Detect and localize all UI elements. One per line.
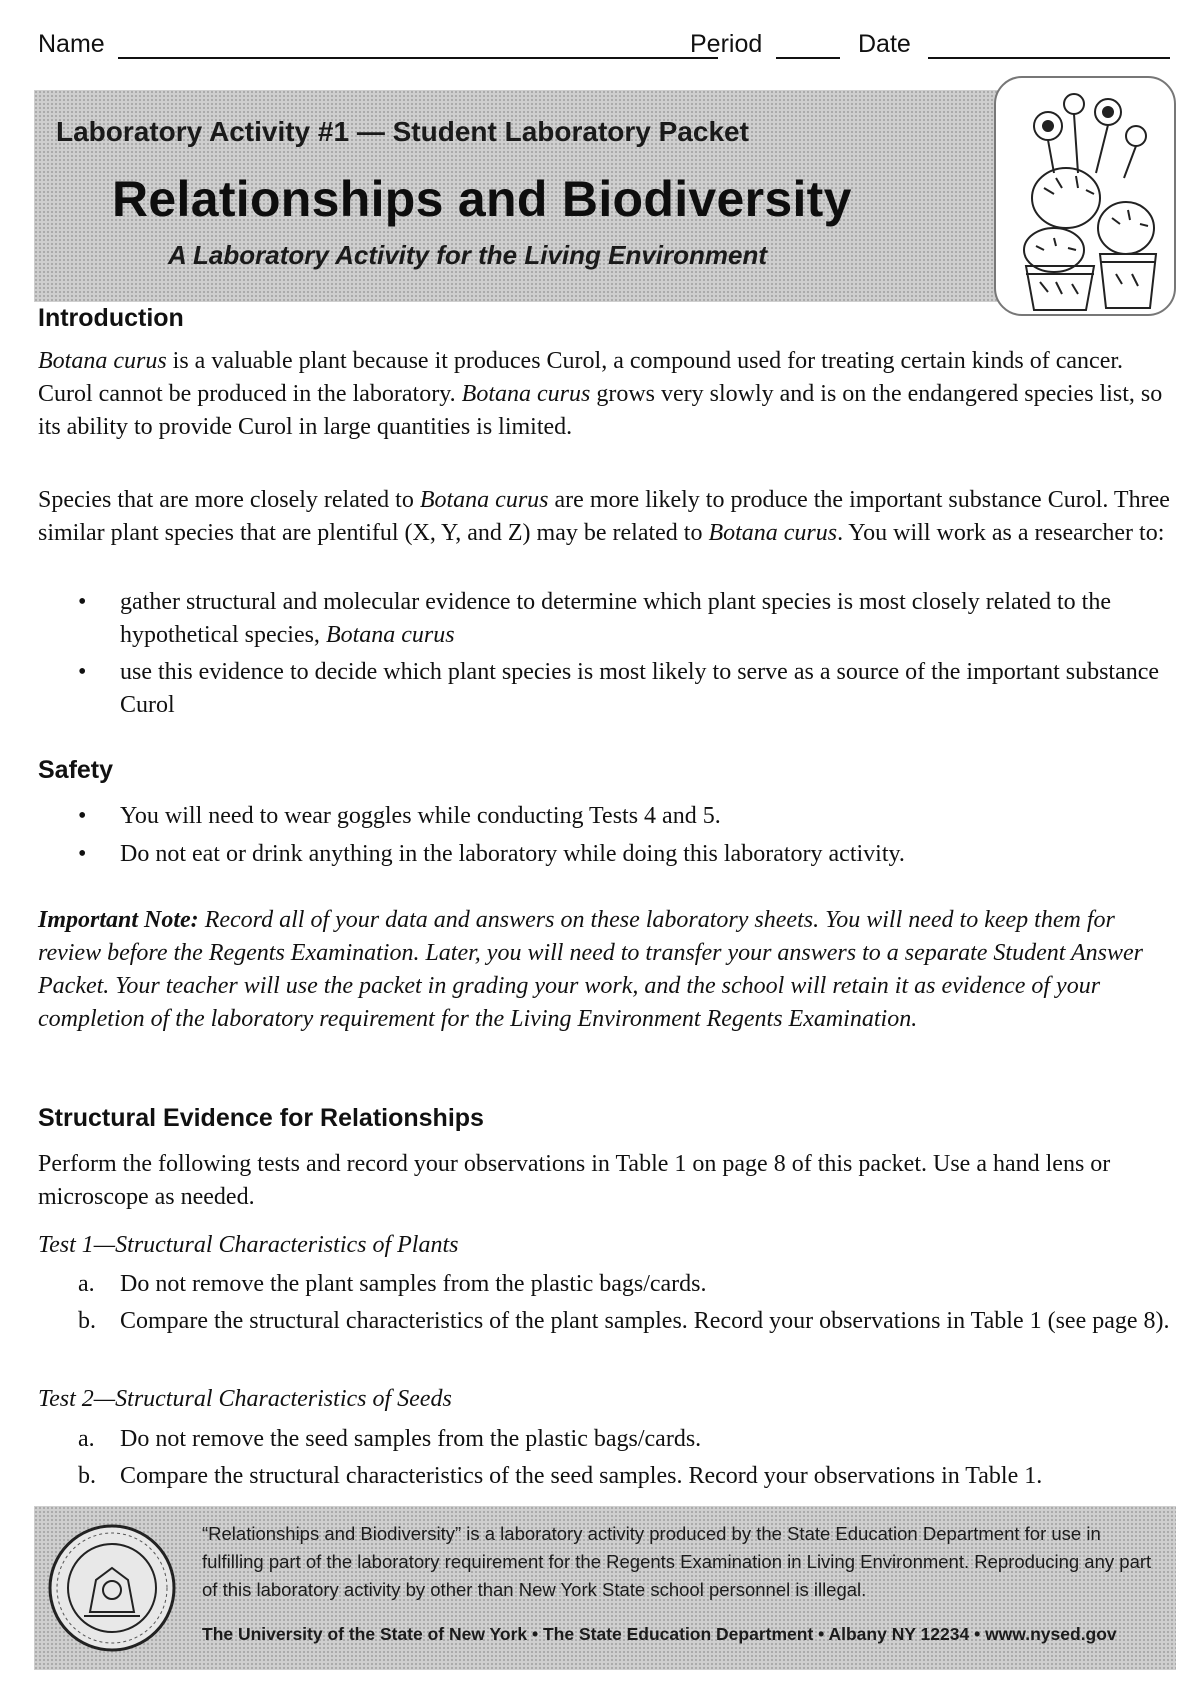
period-blank[interactable]	[776, 57, 840, 59]
species-name: Botana curus	[38, 348, 167, 374]
species-name: Botana curus	[461, 381, 591, 407]
structural-intro: Perform the following tests and record your observations in Table 1 on page 8 of this packet. Use a hand lens or microscope as needed.	[38, 1151, 1111, 1210]
test-1-title: Test 1—Structural Characteristics of Plants	[38, 1232, 459, 1258]
test-2-title: Test 2—Structural Characteristics of Seeds	[38, 1386, 452, 1412]
structural-evidence-heading: Structural Evidence for Relationships	[38, 1104, 484, 1132]
species-name: Botana curus	[325, 622, 455, 648]
activity-kicker: Laboratory Activity #1 — Student Laboratory Packet	[56, 116, 749, 147]
potted-cactus-plants-icon	[994, 76, 1176, 316]
footer-note: “Relationships and Biodiversity” is a laboratory activity produced by the State Education Department for use in fulfilling part of the laboratory requirement for the Regents Examination in Living Environment. Reproducing any part of this laboratory activity by other than New York State school personnel is illegal.	[202, 1523, 1152, 1600]
safety-heading: Safety	[38, 756, 114, 784]
footer-address: The University of the State of New York • The State Education Department • Albany NY 12234 • www.nysed.gov	[202, 1624, 1117, 1644]
bullet-marker: •	[78, 803, 87, 829]
intro-paragraph-2: Species that are more closely related to Botana curus are more likely to produce the important substance Curol. Three similar plant species that are plentiful (X, Y, and Z) may be related to Botana curus. You will work as a researcher to:	[38, 487, 1170, 546]
species-name: Botana curus	[708, 520, 838, 546]
name-blank[interactable]	[118, 57, 718, 59]
species-name: Botana curus	[419, 487, 549, 513]
activity-header	[34, 90, 1172, 302]
intro-paragraph-1: Botana curus is a valuable plant because it produces Curol, a compound used for treating certain kinds of cancer. Curol cannot be produced in the laboratory. Botana curus grows very slowly and is on the endangered species list, so its ability to provide Curol in large quantities is limited.	[38, 348, 1163, 440]
page-footer	[34, 1506, 1176, 1670]
bullet-marker: •	[78, 659, 87, 685]
date-blank[interactable]	[928, 57, 1170, 59]
period-label: Period	[690, 30, 763, 58]
name-label: Name	[38, 30, 105, 58]
introduction-heading: Introduction	[38, 304, 184, 332]
important-note-lead: Important Note:	[38, 907, 199, 933]
bullet-marker: •	[78, 589, 87, 615]
date-label: Date	[858, 30, 911, 58]
name-period-date-line	[38, 28, 1170, 62]
bullet-marker: •	[78, 841, 87, 867]
important-note: Important Note: Record all of your data and answers on these laboratory sheets. You will need to keep them for review before the Regents Examination. Later, you will need to transfer your answers to a separate Student Answer Packet. Your teacher will use the packet in grading your work, and the school will retain it as evidence of your completion of the laboratory requirement for the Living Environment Regents Examination.	[38, 907, 1143, 1032]
page-title: Relationships and Biodiversity	[112, 171, 852, 227]
university-seal-icon	[44, 1520, 180, 1656]
page-subtitle: A Laboratory Activity for the Living Environment	[168, 240, 768, 270]
